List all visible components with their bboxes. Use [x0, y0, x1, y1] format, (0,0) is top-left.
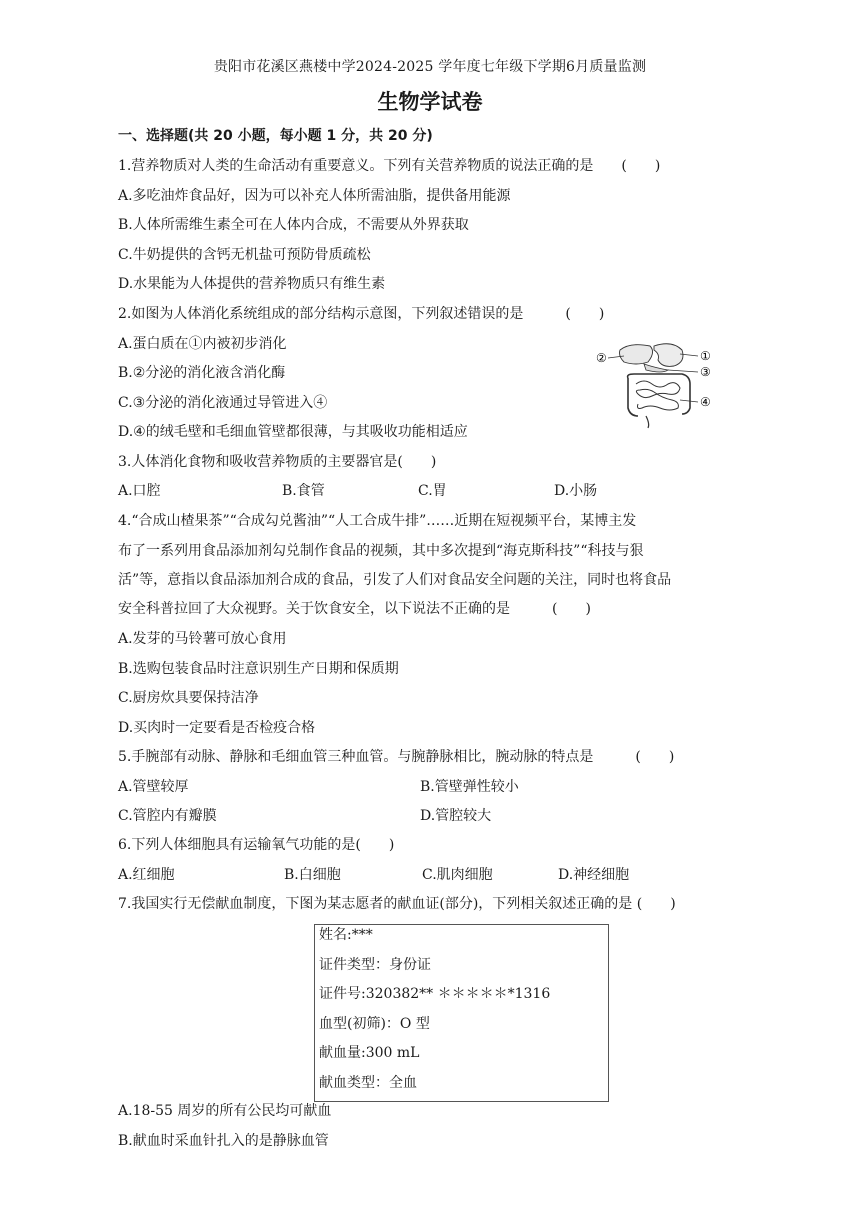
figure-label-1: ① — [700, 349, 711, 363]
question-4-line-1: 4.“合成山楂果茶”“合成勾兑酱油”“人工合成牛排”……近期在短视频平台，某博主发 — [118, 513, 637, 529]
certificate-donation-amount: 献血量:300 mL — [319, 1045, 420, 1061]
digestive-system-figure — [590, 338, 716, 430]
question-7-stem: 7.我国实行无偿献血制度，下图为某志愿者的献血证(部分)，下列相关叙述正确的是 ( ) — [118, 896, 676, 912]
question-1-option-b: B.人体所需维生素全可在人体内合成，不需要从外界获取 — [118, 217, 469, 233]
question-5-stem: 5.手腕部有动脉、静脉和毛细血管三种血管。与腕静脉相比，腕动脉的特点是 ( ) — [118, 749, 675, 765]
question-4-line-4: 安全科普拉回了大众视野。关于饮食安全，以下说法不正确的是 ( ) — [118, 601, 591, 617]
blood-donation-certificate — [314, 924, 609, 1102]
figure-label-4: ④ — [700, 395, 711, 409]
section-heading: 一、选择题(共 20 小题，每小题 1 分，共 20 分) — [118, 128, 433, 144]
certificate-id-number: 证件号:320382** ＊＊＊＊＊*1316 — [319, 986, 551, 1002]
question-1-stem: 1.营养物质对人类的生命活动有重要意义。下列有关营养物质的说法正确的是 ( ) — [118, 158, 661, 174]
figure-label-3: ③ — [700, 365, 711, 379]
question-3-stem: 3.人体消化食物和吸收营养物质的主要器官是( ) — [118, 454, 437, 470]
question-7-option-a: A.18-55 周岁的所有公民均可献血 — [118, 1103, 332, 1119]
question-4-option-a: A.发芽的马铃薯可放心食用 — [118, 631, 287, 647]
certificate-name: 姓名:*** — [319, 927, 373, 943]
question-4-line-2: 布了一系列用食品添加剂勾兑制作食品的视频，其中多次提到“海克斯科技”“科技与狠 — [118, 543, 644, 559]
question-5-option-c: C.管腔内有瓣膜 — [118, 808, 217, 824]
question-4-option-b: B.选购包装食品时注意识别生产日期和保质期 — [118, 661, 399, 677]
question-1-option-c: C.牛奶提供的含钙无机盐可预防骨质疏松 — [118, 247, 371, 263]
question-3-option-b: B.食管 — [282, 483, 325, 499]
certificate-blood-type: 血型(初筛)：O 型 — [319, 1016, 430, 1032]
exam-header: 贵阳市花溪区燕楼中学2024-2025 学年度七年级下学期6月质量监测 — [213, 59, 647, 75]
exam-title: 生物学试卷 — [377, 90, 483, 114]
question-3-option-d: D.小肠 — [554, 483, 598, 499]
question-5-option-b: B.管壁弹性较小 — [420, 779, 519, 795]
question-5-option-d: D.管腔较大 — [420, 808, 492, 824]
question-2-option-a: A.蛋白质在①内被初步消化 — [118, 336, 287, 352]
question-2-option-b: B.②分泌的消化液含消化酶 — [118, 365, 286, 381]
figure-label-2: ② — [596, 351, 607, 365]
question-2-option-c: C.③分泌的消化液通过导管进入④ — [118, 395, 328, 411]
question-1-option-a: A.多吃油炸食品好，因为可以补充人体所需油脂，提供备用能源 — [118, 188, 511, 204]
question-5-option-a: A.管壁较厚 — [118, 779, 189, 795]
question-6-option-c: C.肌肉细胞 — [422, 867, 493, 883]
certificate-id-type: 证件类型：身份证 — [319, 957, 431, 973]
question-2-option-d: D.④的绒毛壁和毛细血管壁都很薄，与其吸收功能相适应 — [118, 424, 468, 440]
question-2-stem: 2.如图为人体消化系统组成的部分结构示意图，下列叙述错误的是 ( ) — [118, 306, 605, 322]
question-6-stem: 6.下列人体细胞具有运输氧气功能的是( ) — [118, 837, 395, 853]
question-1-option-d: D.水果能为人体提供的营养物质只有维生素 — [118, 276, 386, 292]
question-3-option-a: A.口腔 — [118, 483, 161, 499]
question-6-option-a: A.红细胞 — [118, 867, 175, 883]
question-6-option-b: B.白细胞 — [284, 867, 341, 883]
question-4-option-c: C.厨房炊具要保持洁净 — [118, 690, 259, 706]
question-4-line-3: 活”等，意指以食品添加剂合成的食品，引发了人们对食品安全问题的关注，同时也将食品 — [118, 572, 672, 588]
question-6-option-d: D.神经细胞 — [558, 867, 630, 883]
question-3-option-c: C.胃 — [418, 483, 447, 499]
question-7-option-b: B.献血时采血针扎入的是静脉血管 — [118, 1133, 329, 1149]
certificate-donation-type: 献血类型：全血 — [319, 1075, 417, 1091]
question-4-option-d: D.买肉时一定要看是否检疫合格 — [118, 720, 316, 736]
